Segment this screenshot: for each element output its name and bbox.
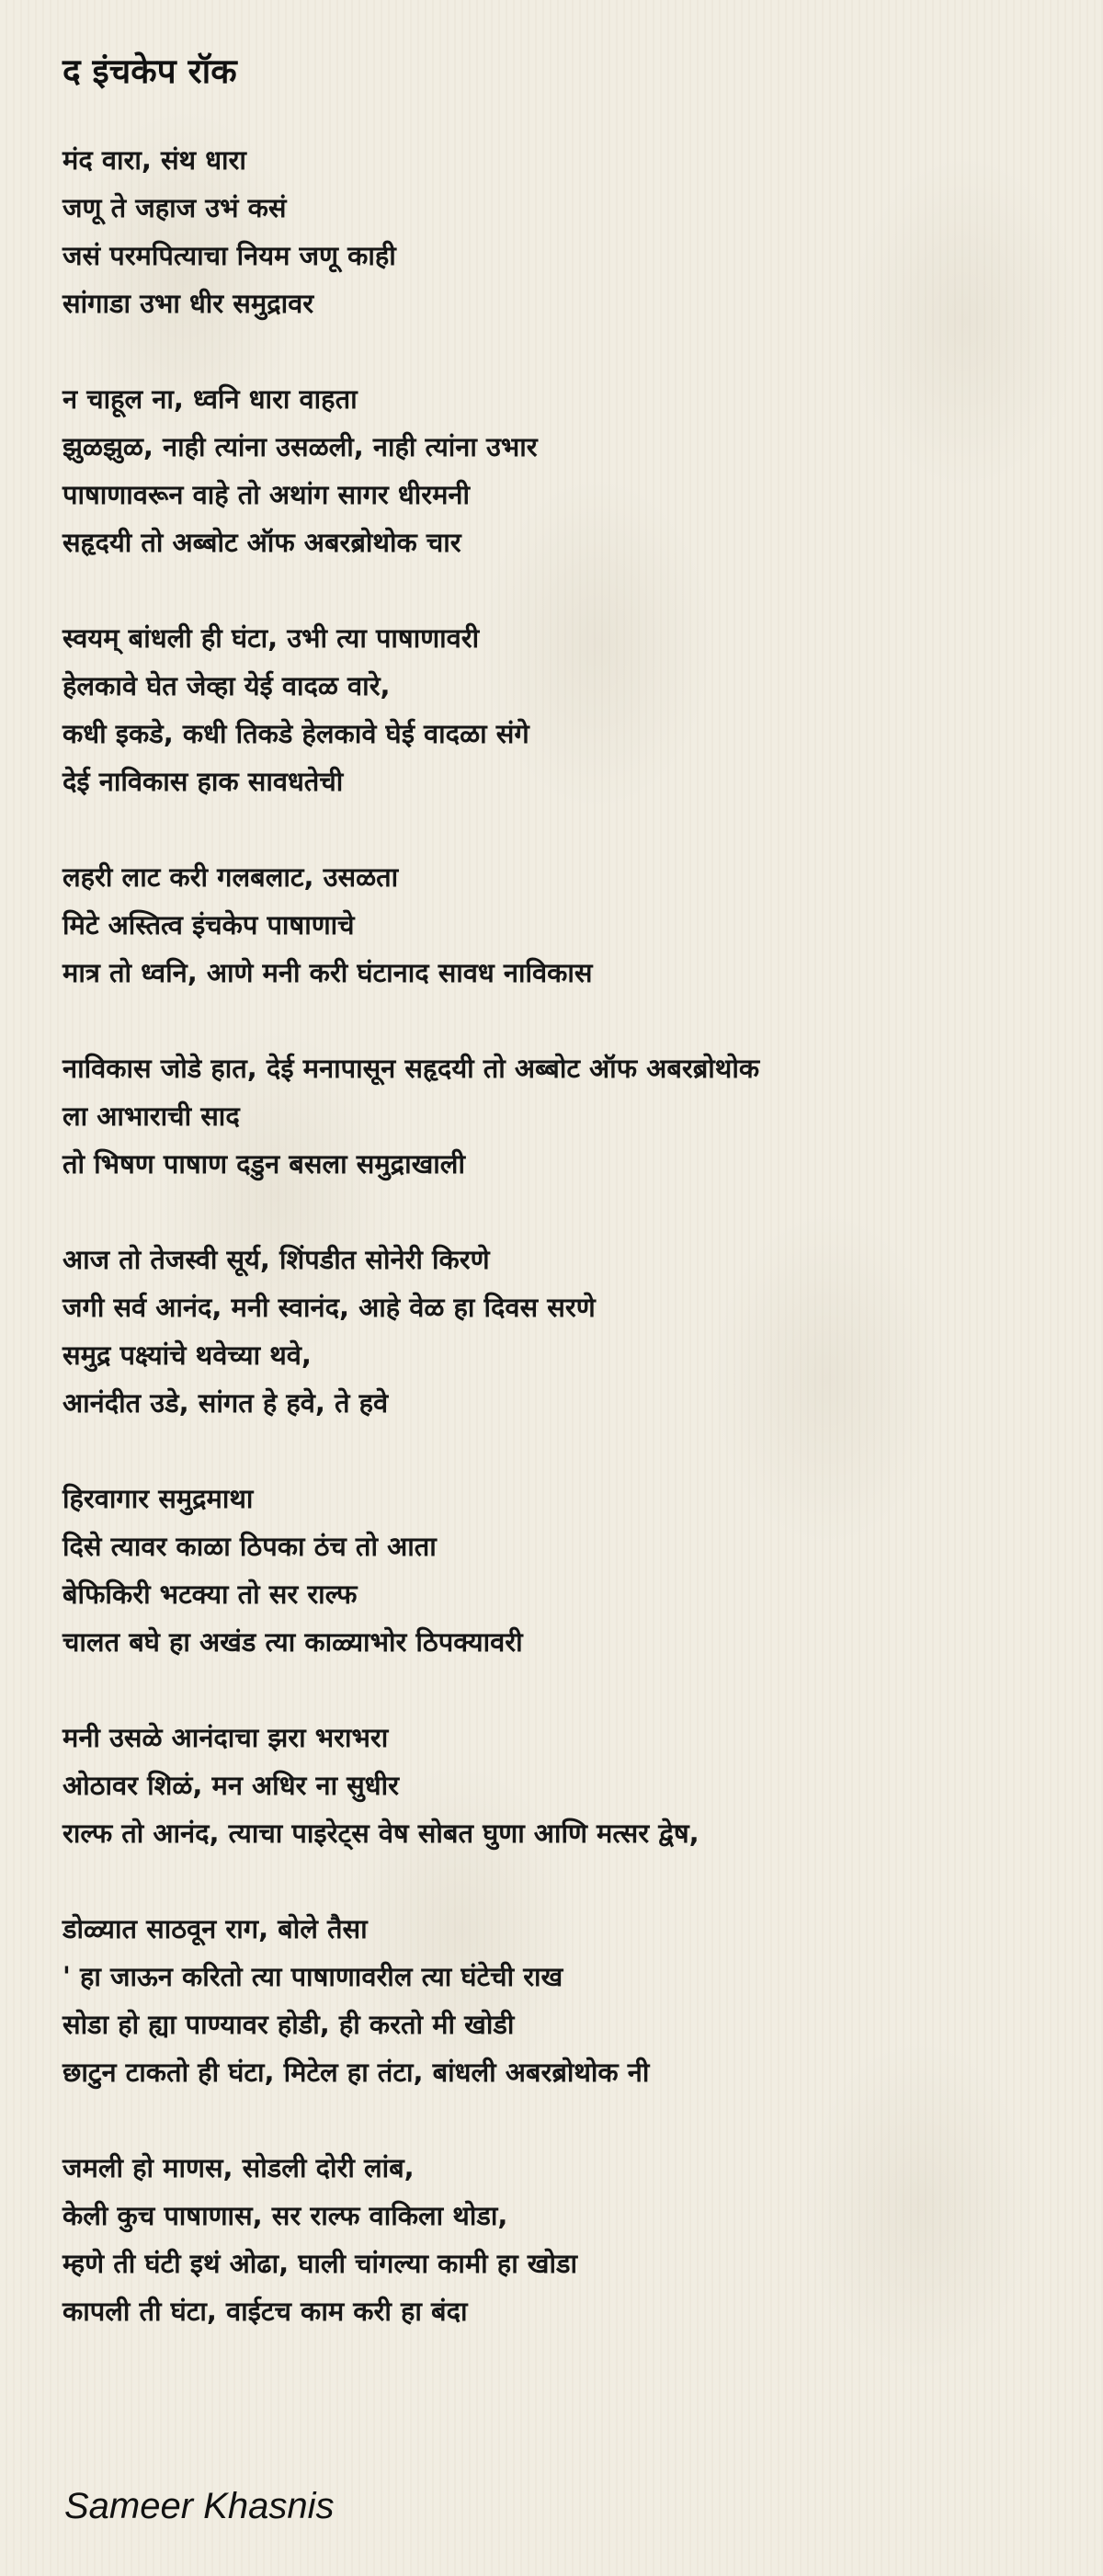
poem-line: कधी इकडे, कधी तिकडे हेलकावे घेई वादळा संगे <box>63 718 529 749</box>
poem-line: पाषाणावरून वाहे तो अथांग सागर धीरमनी <box>63 479 471 510</box>
poem-line: केली कुच पाषाणास, सर राल्फ वाकिला थोडा, <box>63 2200 508 2231</box>
poem-line: डोळ्यात साठवून राग, बोले तैसा <box>63 1913 368 1944</box>
poem-line: सहृदयी तो अब्बोट ऑफ अबरब्रोथोक चार <box>63 527 461 558</box>
poem-stanza <box>63 1714 1074 1857</box>
poem-line: ओठावर शिळं, मन अधिर ना सुधीर <box>63 1770 399 1801</box>
poem-line: न चाहूल ना, ध्वनि धारा वाहता <box>63 383 358 415</box>
poem-line: हिरवागार समुद्रमाथा <box>63 1483 254 1514</box>
poem-line: आज तो तेजस्वी सूर्य, शिंपडीत सोनेरी किरणे <box>63 1244 490 1275</box>
poem-stanza <box>63 375 1074 566</box>
poem-line: स्वयम् बांधली ही घंटा, उभी त्या पाषाणावरी <box>63 622 480 654</box>
poem-line: जणू ते जहाज उभं कसं <box>63 192 287 223</box>
poem-body <box>63 136 1074 2383</box>
poem-stanza <box>63 1905 1074 2096</box>
poem-line: बेफिकिरी भटक्या तो सर राल्फ <box>63 1579 358 1610</box>
poem-stanza <box>63 136 1074 327</box>
poem-line: झुळझुळ, नाही त्यांना उसळली, नाही त्यांना उभार <box>63 431 538 462</box>
poem-stanza <box>63 853 1074 997</box>
poem-line: तो भिषण पाषाण दडुन बसला समुद्राखाली <box>63 1148 465 1180</box>
poem-line: छाटुन टाकतो ही घंटा, मिटेल हा तंटा, बांधली अबरब्रोथोक नी <box>63 2057 650 2088</box>
poem-line: कापली ती घंटा, वाईटच काम करी हा बंदा <box>63 2296 468 2327</box>
poem-line: मनी उसळे आनंदाचा झरा भराभरा <box>63 1722 389 1753</box>
poem-stanza <box>63 614 1074 805</box>
poem-line: देई नाविकास हाक सावधतेची <box>63 766 344 797</box>
poem-line: लहरी लाट करी गलबलाट, उसळता <box>63 861 399 893</box>
poem-stanza <box>63 1044 1074 1188</box>
poem-line: सांगाडा उभा धीर समुद्रावर <box>63 288 314 319</box>
poem-line: मिटे अस्तित्व इंचकेप पाषाणाचे <box>63 909 355 940</box>
poem-title: द इंचकेप रॉक <box>63 51 237 91</box>
poem-stanza <box>63 1475 1074 1666</box>
poem-line: ला आभाराची साद <box>63 1100 240 1132</box>
poem-stanza <box>63 2144 1074 2335</box>
poem-line: सोडा हो ह्या पाण्यावर होडी, ही करतो मी खोडी <box>63 2009 515 2040</box>
poem-line: ' हा जाऊन करितो त्या पाषाणावरील त्या घंटेची राख <box>63 1961 563 1992</box>
poem-line: दिसे त्यावर काळा ठिपका ठंच तो आता <box>63 1531 437 1562</box>
poem-line: जगी सर्व आनंद, मनी स्वानंद, आहे वेळ हा दिवस सरणे <box>63 1292 596 1323</box>
poem-line: नाविकास जोडे हात, देई मनापासून सहृदयी तो अब्बोट ऑफ अबरब्रोथोक <box>63 1053 760 1084</box>
poem-line: राल्फ तो आनंद, त्याचा पाइरेट्स वेष सोबत घुणा आणि मत्सर द्वेष, <box>63 1818 699 1849</box>
poem-line: मात्र तो ध्वनि, आणे मनी करी घंटानाद सावध नाविकास <box>63 957 593 988</box>
poem-line: आनंदीत उडे, सांगत हे हवे, ते हवे <box>63 1387 389 1419</box>
poem-line: चालत बघे हा अखंड त्या काळ्याभोर ठिपक्यावरी <box>63 1626 523 1658</box>
poem-line: समुद्र पक्ष्यांचे थवेच्या थवे, <box>63 1339 312 1371</box>
poem-line: म्हणे ती घंटी इथं ओढा, घाली चांगल्या कामी हा खोडा <box>63 2248 578 2279</box>
poem-stanza <box>63 1236 1074 1427</box>
poem-line: जसं परमपित्याचा नियम जणू काही <box>63 240 396 271</box>
poem-line: जमली हो माणस, सोडली दोरी लांब, <box>63 2152 415 2183</box>
poem-line: हेलकावे घेत जेव्हा येई वादळ वारे, <box>63 670 391 701</box>
poem-line: मंद वारा, संथ धारा <box>63 144 246 176</box>
author-signature: Sameer Khasnis <box>64 2486 335 2526</box>
